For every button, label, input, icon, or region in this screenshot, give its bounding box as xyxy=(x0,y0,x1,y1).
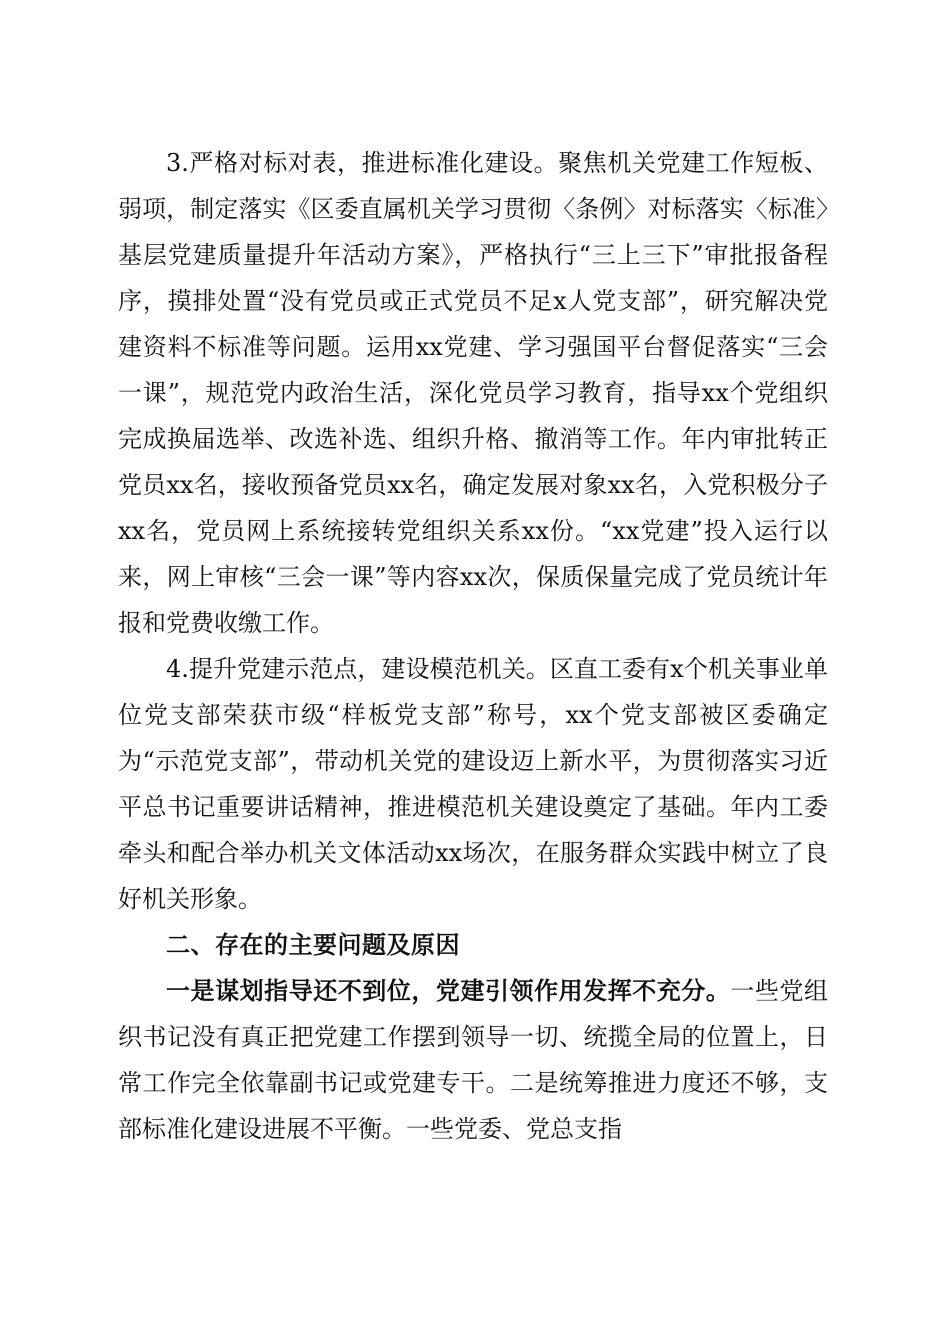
paragraph-problems xyxy=(118,968,828,1152)
paragraph-standardization: 3.严格对标对表，推进标准化建设。聚焦机关党建工作短板、弱项，制定落实《区委直属机关学习贯彻〈条例〉对标落实〈标准〉基层党建质量提升年活动方案》，严格执行“三上三下”审批报备程序，摸排处置“没有党员或正式党员不足x人党支部”，研究解决党建资料不标准等问题。运用xx党建、学习强国平台督促落实“三会一课”，规范党内政治生活，深化党员学习教育，指导xx个党组织完成换届选举、改选补选、组织升格、撤消等工作。年内审批转正党员xx名，接收预备党员xx名，确定发展对象xx名，入党积极分子xx名，党员网上系统接转党组织关系xx份。“xx党建”投入运行以来，网上审核“三会一课”等内容xx次，保质保量完成了党员统计年报和党费收缴工作。 xyxy=(118,149,828,637)
problem-one-lead: 一是谋划指导还不到位，党建引领作用发挥不充分。 xyxy=(166,977,731,1005)
section-heading-problems: 二、存在的主要问题及原因 xyxy=(166,931,460,959)
paragraph-model-organs: 4.提升党建示范点，建设模范机关。区直工委有x个机关事业单位党支部荣获市级“样板党支部”称号，xx个党支部被区委确定为“示范党支部”，带动机关党的建设迈上新水平，为贯彻落实习近平总书记重要讲话精神，推进模范机关建设奠定了基础。年内工委牵头和配合举办机关文体活动xx场次，在服务群众实践中树立了良好机关形象。 xyxy=(118,655,828,913)
problem-text: 一些党组织书记没有真正把党建工作摆到领导一切、统揽全局的位置上，日常工作完全依靠副书记或党建专干。二是统筹推进力度还不够，支部标准化建设进展不平衡。一些党委、党总支指 xyxy=(118,977,829,1143)
document-body xyxy=(118,140,828,1152)
